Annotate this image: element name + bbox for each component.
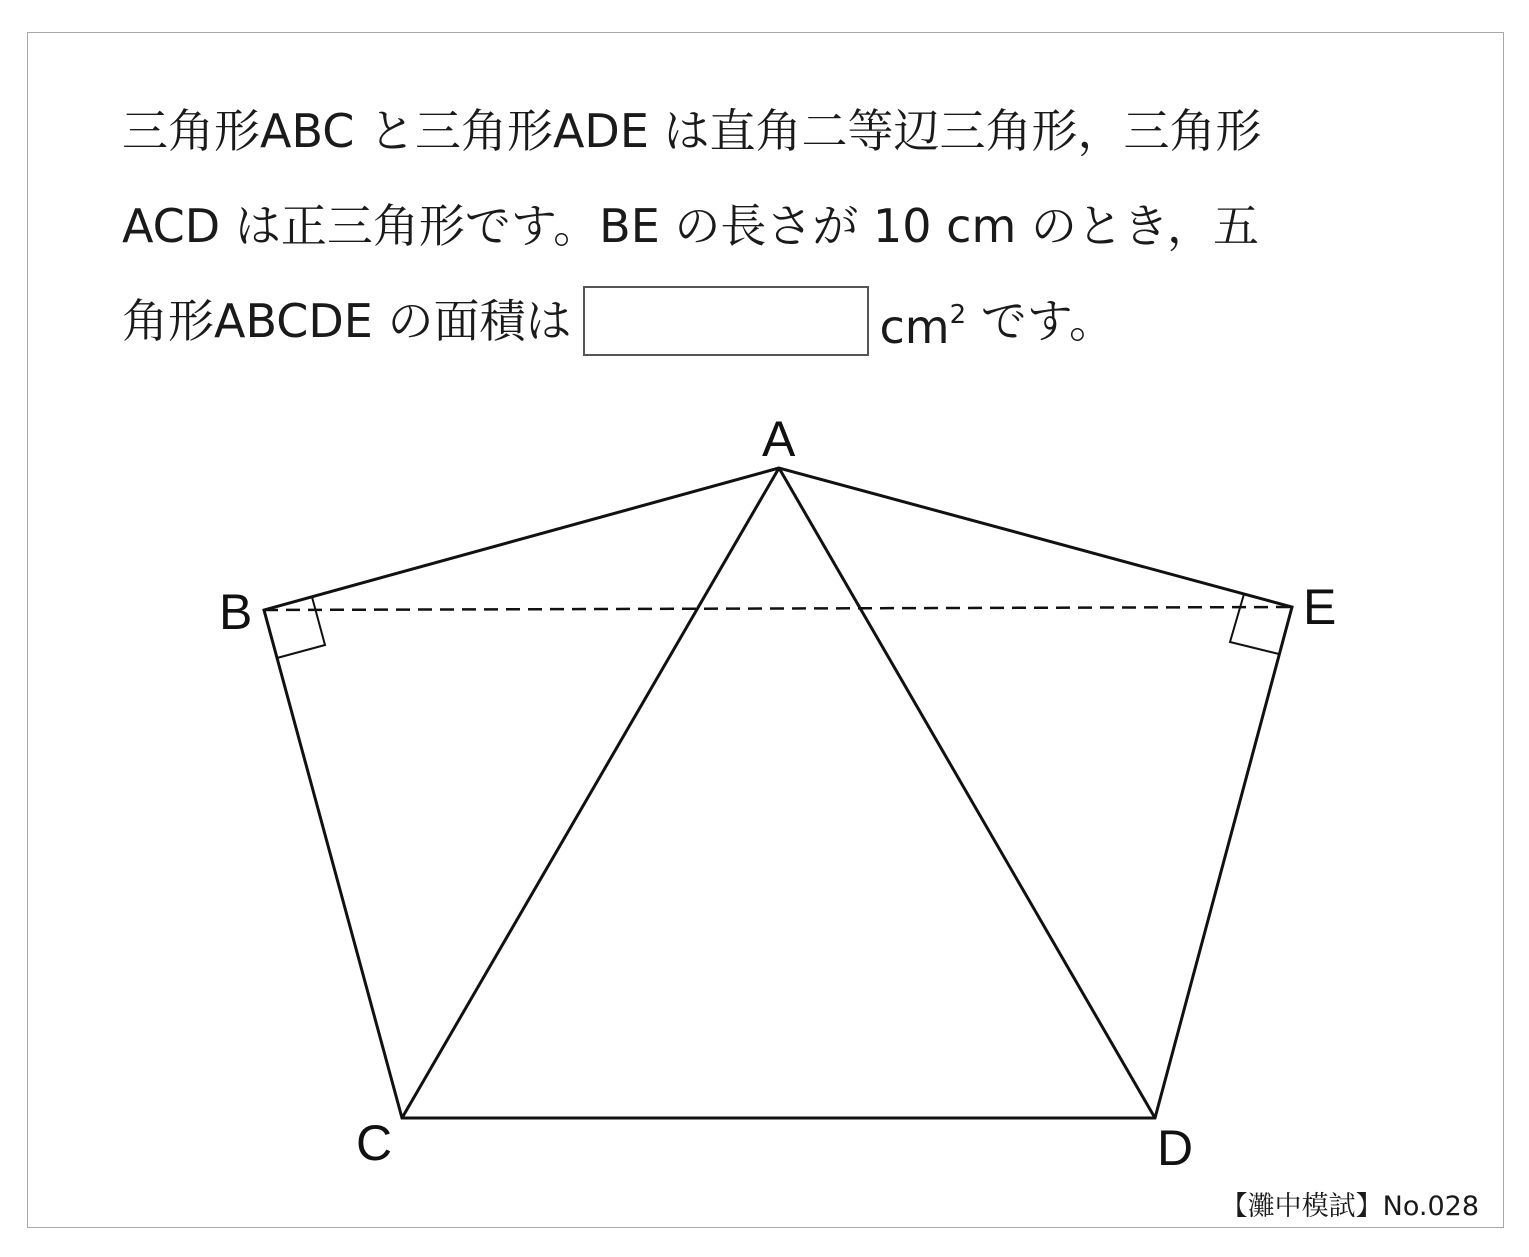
problem-line-2: ACD は正三角形です。BE の長さが 10 cm のとき，五 [122, 199, 1260, 253]
source-footer: 【灘中模試】No.028 [1220, 1191, 1479, 1222]
unit-exponent: 2 [949, 300, 967, 330]
label-D: D [1157, 1120, 1194, 1176]
unit-base: cm [879, 300, 950, 354]
label-A: A [762, 411, 796, 467]
pentagon-outline [264, 468, 1292, 1118]
problem-line-1: 三角形ABC と三角形ADE は直角二等辺三角形，三角形 [122, 104, 1262, 158]
segment-AD [779, 468, 1155, 1118]
segment-BE-dashed [264, 607, 1292, 610]
label-C: C [356, 1115, 393, 1171]
label-E: E [1303, 579, 1337, 635]
problem-line-3-end: です。 [966, 294, 1116, 348]
segment-AC [402, 468, 779, 1118]
problem-line-3-start: 角形ABCDE の面積は [122, 294, 572, 348]
right-angle-mark-B [277, 597, 325, 658]
label-B: B [219, 584, 253, 640]
